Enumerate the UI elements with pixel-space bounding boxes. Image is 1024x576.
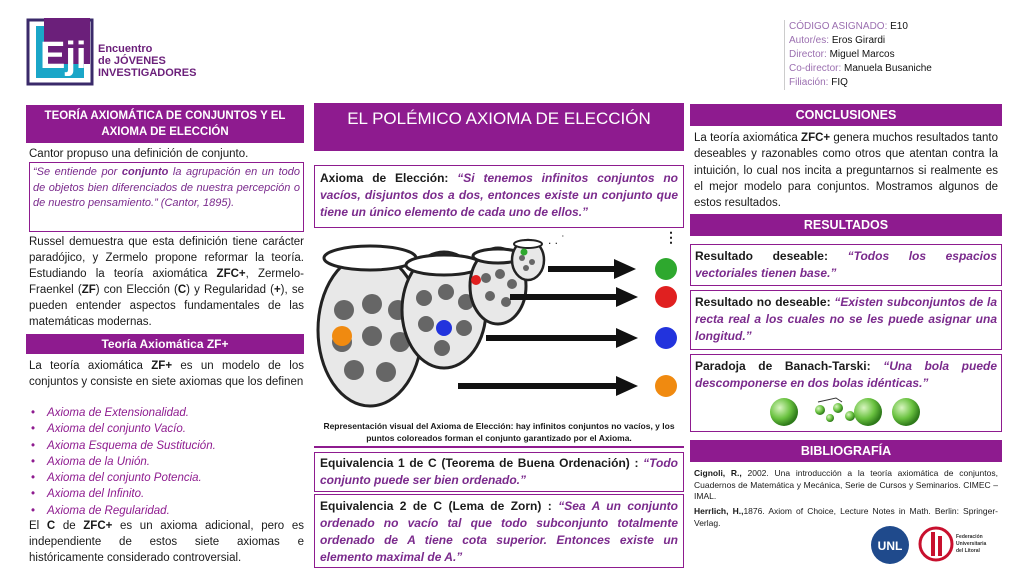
jar-dot-blue <box>436 320 452 336</box>
svg-text:. . ˙: . . ˙ <box>548 233 566 247</box>
svg-text:Universitaria: Universitaria <box>956 541 987 547</box>
logo-text <box>98 43 196 79</box>
arrow-orange-icon <box>458 376 638 396</box>
axiom-item: • Axioma de Extensionalidad. <box>29 405 304 421</box>
info-code: CÓDIGO ASIGNADO: E10 <box>789 21 908 32</box>
logo-line-1: Encuentro <box>98 43 153 55</box>
svg-text:⋮: ⋮ <box>664 230 678 245</box>
russell-paragraph: Russel demuestra que esta definición tiene carácter paradójico, y Zermelo propone reformar la teoría. Estudiando la teoría axiomática ZFC+, Zermelo-Fraenkel (ZF) con Elección (C) y Regularidad (+), se pueden entender aspectos fundamentales de las matemáticas modernas. <box>29 236 304 328</box>
logo-line-3: INVESTIGADORES <box>98 67 197 79</box>
bibliography-entry-1: Cignoli, R., 2002. Una introducción a la teoría axiomática de conjuntos, Cuadernos de Matemática y Mecánica, Serie de Cursos y Seminarios. CIMEC – IMAL. <box>694 468 998 501</box>
jar-dot-orange <box>332 326 352 346</box>
arrow-green-icon <box>548 259 636 279</box>
svg-text:del Litoral: del Litoral <box>956 548 980 554</box>
choice-illustration <box>314 230 684 416</box>
section-title-bibliography: BIBLIOGRAFÍA <box>690 440 1002 462</box>
info-affiliation: Filiación: FIQ <box>789 77 848 88</box>
chosen-dot-blue <box>655 327 677 349</box>
arrow-red-icon <box>510 287 638 307</box>
equivalence-2-box: Equivalencia 2 de C (Lema de Zorn) : “Sea A un conjunto ordenado no vacío tal que todo subconjunto totalmente ordenado de A tiene cota superior. Entonces existe un elemento maximal de A.” <box>314 494 684 568</box>
axiom-list <box>29 405 304 519</box>
chosen-dot-red <box>655 286 677 308</box>
axiom-item: • Axioma de Regularidad. <box>29 503 304 519</box>
info-codirector: Co-director: Manuela Busaniche <box>789 63 932 74</box>
banach-tarski-balls-icon <box>766 394 936 428</box>
logo-line-2: de JÓVENES <box>98 55 166 67</box>
illustration-caption: Representación visual del Axioma de Elección: hay infinitos conjuntos no vacíos, y los puntos coloreados forman el conjunto garantizado por el Axioma. <box>323 421 675 443</box>
axiom-item: • Axioma Esquema de Sustitución. <box>29 438 304 454</box>
result-desirable-box: Resultado deseable: “Todos los espacios vectoriales tienen base.” <box>690 244 1002 286</box>
axiom-item: • Axioma del conjunto Vacío. <box>29 421 304 437</box>
bibliography-entry-2: Herrlich, H.,1876. Axiom of Choice, Lecture Notes in Math. Berlin: Springer-Verlag. <box>694 506 998 528</box>
arrow-blue-icon <box>486 328 638 348</box>
caption-divider <box>314 446 684 448</box>
svg-text:UNL: UNL <box>877 539 903 553</box>
axiom-item: • Axioma del conjunto Potencia. <box>29 470 304 486</box>
result-undesirable-box: Resultado no deseable: “Existen subconjuntos de la recta real a los cuales no se les puede asignar una longitud.” <box>690 290 1002 350</box>
section-title-theory: TEORÍA AXIOMÁTICA DE CONJUNTOS Y EL AXIOMA DE ELECCIÓN <box>26 105 304 143</box>
section-title-results: RESULTADOS <box>690 214 1002 236</box>
eji-logo-mark <box>28 18 92 84</box>
main-title: EL POLÉMICO AXIOMA DE ELECCIÓN <box>314 103 684 151</box>
zf-paragraph: La teoría axiomática ZF+ es un modelo de los conjuntos y consiste en siete axiomas que los definen <box>29 360 304 388</box>
axiom-item: • Axioma de la Unión. <box>29 454 304 470</box>
conclusions-paragraph: La teoría axiomática ZFC+ genera muchos resultados tanto deseables y razonables como otros que atentan contra la intuición, lo cual nos incita a preguntarnos si realmente es el mejor modelo para conjuntos. Mostramos algunos de estos resultados. <box>694 132 998 210</box>
jar-dot-green <box>521 249 528 256</box>
unl-logo <box>870 525 910 565</box>
equivalence-1-box: Equivalencia 1 de C (Teorema de Buena Ordenación) : “Todo conjunto puede ser bien ordenado.” <box>314 452 684 492</box>
svg-text:Eji: Eji <box>40 35 87 77</box>
cantor-intro: Cantor propuso una definición de conjunto. <box>29 148 249 160</box>
info-author: Autor/es: Eros Girardi <box>789 35 886 46</box>
axiom-of-choice-box: Axioma de Elección: “Si tenemos infinitos conjuntos no vacíos, disjuntos dos a dos, entonces existe un conjunto que tiene un único elemento de cada uno de ellos.” <box>314 165 684 228</box>
poster-info <box>784 20 932 90</box>
chosen-dot-orange <box>655 375 677 397</box>
jar-tiny-icon <box>512 240 544 280</box>
chosen-dot-green <box>655 258 677 280</box>
section-title-zf: Teoría Axiomática ZF+ <box>26 334 304 354</box>
federation-logo <box>918 522 1002 566</box>
choice-paragraph: El C de ZFC+ es un axioma adicional, pero es independiente de estos siete axiomas e históricamente considerado controversial. <box>29 520 304 564</box>
jar-dot-red <box>471 275 481 285</box>
axiom-item: • Axioma del Infinito. <box>29 486 304 502</box>
banach-tarski-box: Paradoja de Banach-Tarski: “Una bola puede descomponerse en dos bolas idénticas.” <box>690 354 1002 432</box>
section-title-conclusions: CONCLUSIONES <box>690 104 1002 126</box>
info-director: Director: Miguel Marcos <box>789 49 895 60</box>
svg-text:Federación: Federación <box>956 534 983 540</box>
cantor-quote: “Se entiende por conjunto la agrupación en un todo de objetos bien diferenciados de nuestra percepción o de nuestro pensamiento.” (Cantor, 1895). <box>29 162 304 232</box>
